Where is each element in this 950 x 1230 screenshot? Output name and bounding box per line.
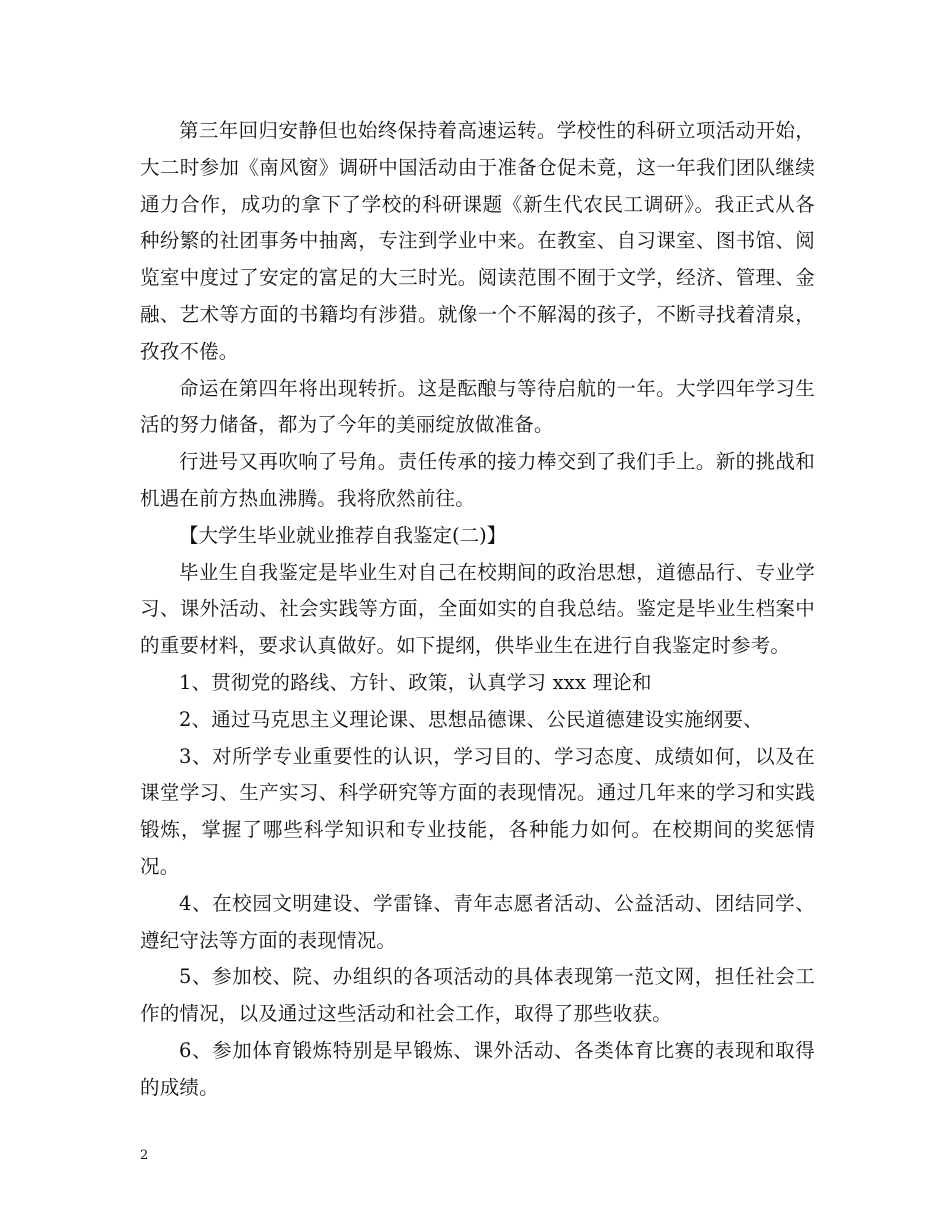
list-item-2: 2、通过马克思主义理论课、思想品德课、公民道德建设实施纲要、 <box>179 707 763 731</box>
list-item-6: 6、参加体育锻炼特别是早锻炼、课外活动、各类体育比赛的表现和取得的成绩。 <box>140 1038 815 1099</box>
list-item-5: 5、参加校、院、办组织的各项活动的具体表现第一范文网，担任社会工作的情况，以及通过这些活动和社会工作，取得了那些收获。 <box>140 965 815 1026</box>
section-heading: 【大学生毕业就业推荐自我鉴定(二)】 <box>179 523 507 547</box>
list-item-1: 1、贯彻党的路线、方针、政策，认真学习 xxx 理论和 <box>179 670 652 694</box>
paragraph-self-assessment-intro: 毕业生自我鉴定是毕业生对自己在校期间的政治思想，道德品行、专业学习、课外活动、社会实践等方面，全面如实的自我总结。鉴定是毕业生档案中的重要材料，要求认真做好。如下提纲，供毕业生在进行自我鉴定时参考。 <box>140 560 815 658</box>
list-item-3: 3、对所学专业重要性的认识，学习目的、学习态度、成绩如何，以及在课堂学习、生产实习、科学研究等方面的表现情况。通过几年来的学习和实践锻炼，掌握了哪些科学知识和专业技能，各种能力如何。在校期间的奖惩情况。 <box>140 744 815 878</box>
page-number: 2 <box>140 1148 149 1163</box>
document-body <box>140 113 815 1107</box>
paragraph-fourth-year: 命运在第四年将出现转折。这是酝酿与等待启航的一年。大学四年学习生活的努力储备，都为了今年的美丽绽放做准备。 <box>140 376 815 437</box>
paragraph-bugle: 行进号又再吹响了号角。责任传承的接力棒交到了我们手上。新的挑战和机遇在前方热血沸腾。我将欣然前往。 <box>140 450 815 510</box>
list-item-4: 4、在校园文明建设、学雷锋、青年志愿者活动、公益活动、团结同学、遵纪守法等方面的表现情况。 <box>140 891 815 952</box>
paragraph-third-year: 第三年回归安静但也始终保持着高速运转。学校性的科研立项活动开始，大二时参加《南风窗》调研中国活动由于准备仓促未竟，这一年我们团队继续通力合作，成功的拿下了学校的科研课题《新生代农民工调研》。我正式从各种纷繁的社团事务中抽离，专注到学业中来。在教室、自习课室、图书馆、阅览室中度过了安定的富足的大三时光。阅读范围不囿于文学，经济、管理、金融、艺术等方面的书籍均有涉猎。就像一个不解渴的孩子，不断寻找着清泉，孜孜不倦。 <box>140 119 815 363</box>
